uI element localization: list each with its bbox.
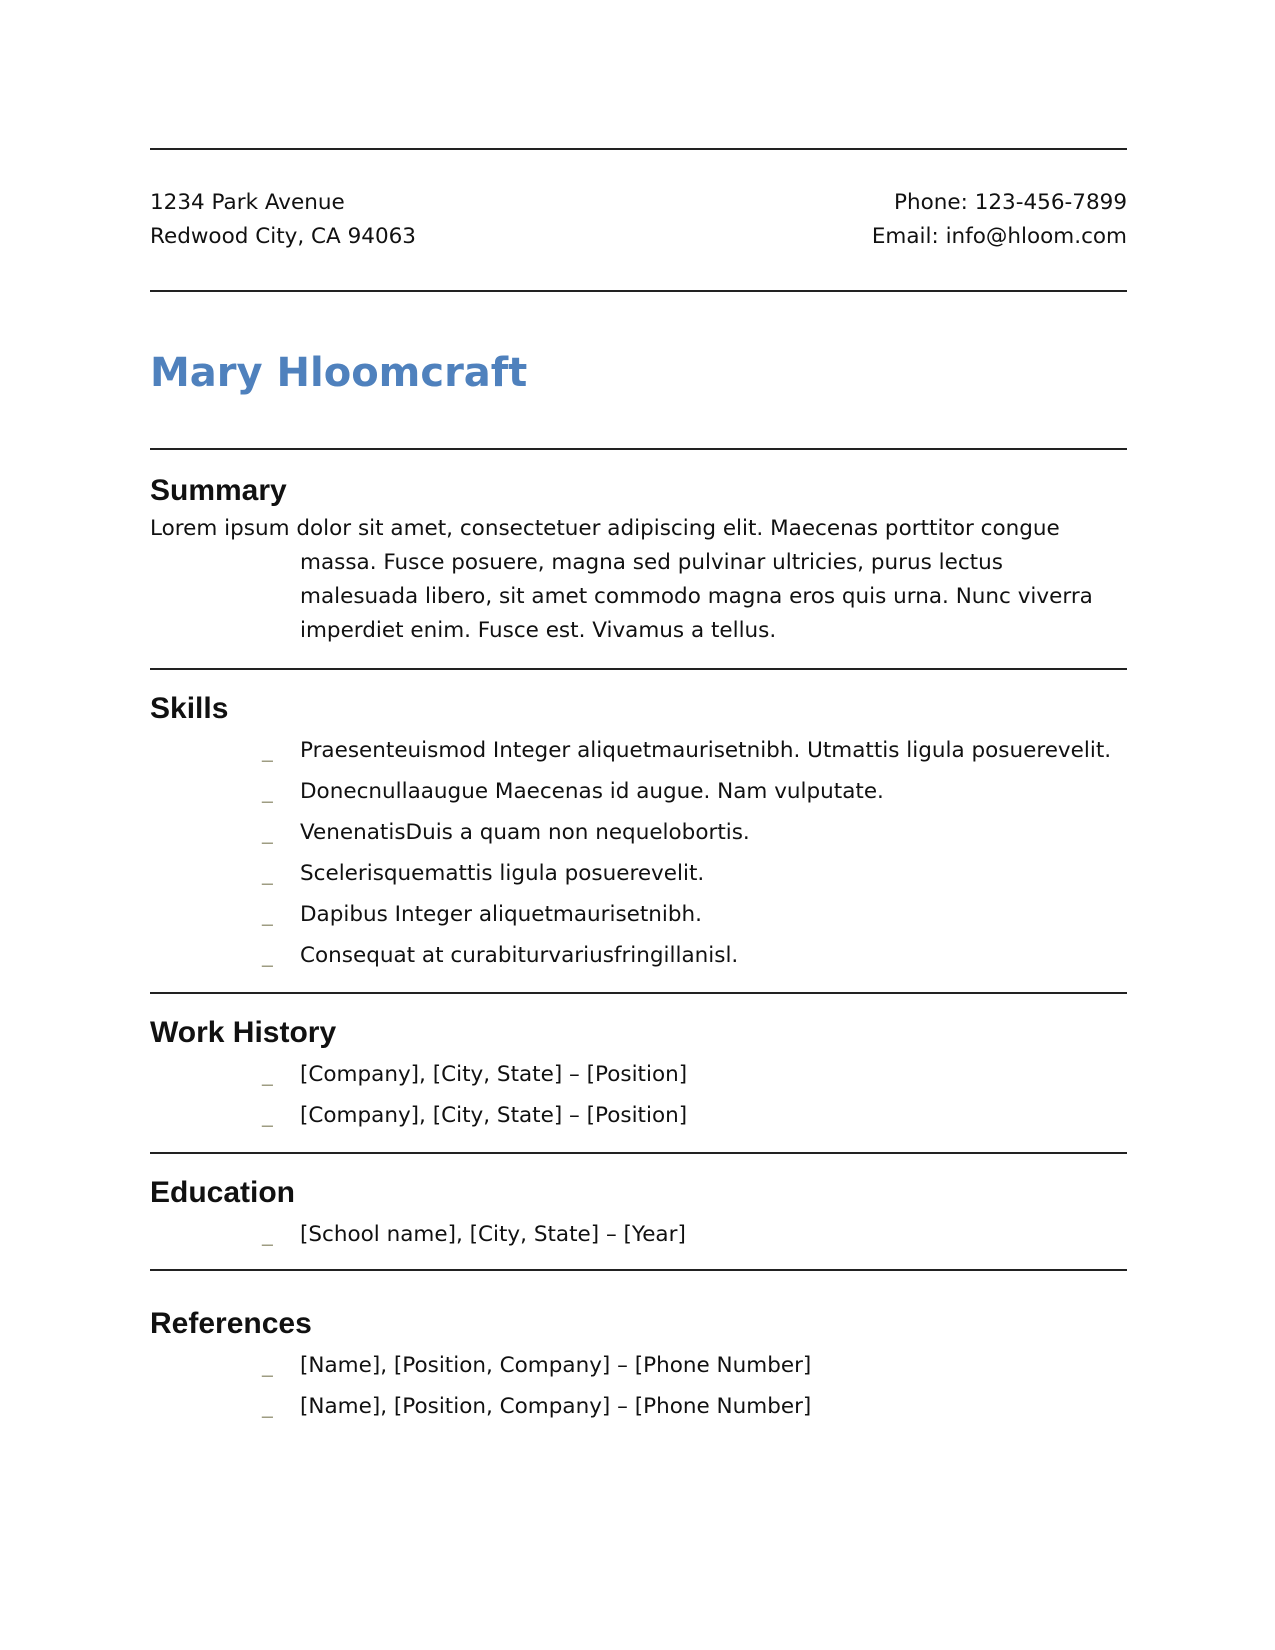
skill-text: Scelerisquemattis ligula posuerevelit. — [300, 861, 705, 886]
bullet-dash-icon: _ — [262, 861, 273, 886]
list-item — [150, 1054, 1127, 1095]
list-item — [150, 1214, 1127, 1255]
address-line-2: Redwood City, CA 94063 — [150, 224, 416, 249]
education-entry-text: [School name], [City, State] – [Year] — [300, 1222, 686, 1247]
list-item — [150, 935, 1127, 976]
references-heading: References — [150, 1307, 312, 1340]
skill-text: VenenatisDuis a quam non nequelobortis. — [300, 820, 750, 845]
bullet-dash-icon: _ — [262, 1353, 273, 1378]
bullet-dash-icon: _ — [262, 1103, 273, 1128]
email-text: Email: info@hloom.com — [871, 224, 1127, 249]
list-item — [150, 1345, 1127, 1386]
list-item — [150, 1386, 1127, 1427]
bullet-dash-icon: _ — [262, 1222, 273, 1247]
bullet-dash-icon: _ — [262, 779, 273, 804]
skill-text: Dapibus Integer aliquetmaurisetnibh. — [300, 902, 703, 927]
work-history-section — [150, 994, 1127, 1152]
work-history-list — [150, 1054, 1127, 1136]
skills-list — [150, 730, 1127, 976]
list-item — [150, 730, 1127, 771]
bullet-dash-icon: _ — [262, 1062, 273, 1087]
references-section — [150, 1271, 1127, 1447]
contact-block — [150, 150, 1127, 290]
summary-section — [150, 450, 1127, 668]
work-entry-text: [Company], [City, State] – [Position] — [300, 1103, 688, 1128]
education-heading: Education — [150, 1176, 296, 1209]
references-list — [150, 1345, 1127, 1427]
list-item — [150, 894, 1127, 935]
work-history-heading: Work History — [150, 1016, 337, 1049]
bullet-dash-icon: _ — [262, 943, 273, 968]
phone-text: Phone: 123-456-7899 — [894, 190, 1127, 215]
resume-page — [150, 148, 1127, 1447]
work-entry-text: [Company], [City, State] – [Position] — [300, 1062, 688, 1087]
list-item — [150, 1095, 1127, 1136]
list-item — [150, 771, 1127, 812]
skill-text: Consequat at curabiturvariusfringillanisl. — [300, 943, 739, 968]
skill-text: Donecnullaaugue Maecenas id augue. Nam vulputate. — [300, 779, 884, 804]
skills-heading: Skills — [150, 692, 229, 725]
list-item — [150, 853, 1127, 894]
skills-section — [150, 670, 1127, 992]
contact-details — [872, 186, 1127, 254]
bullet-dash-icon: _ — [262, 820, 273, 845]
reference-entry-text: [Name], [Position, Company] – [Phone Number] — [300, 1394, 812, 1419]
summary-heading: Summary — [150, 474, 287, 507]
bullet-dash-icon: _ — [262, 1394, 273, 1419]
skill-text: Praesenteuismod Integer aliquetmaurisetnibh. Utmattis ligula posuerevelit. — [300, 738, 1112, 763]
address-block — [150, 186, 416, 254]
summary-text: Lorem ipsum dolor sit amet, consectetuer adipiscing elit. Maecenas porttitor congue massa. Fusce posuere, magna sed pulvinar ultricies, purus lectus malesuada libero, sit amet commodo magna eros quis urna. Nunc viverra imperdiet enim. Fusce est. Vivamus a tellus. — [150, 516, 1093, 643]
list-item — [150, 812, 1127, 853]
education-section — [150, 1154, 1127, 1269]
bullet-dash-icon: _ — [262, 902, 273, 927]
reference-entry-text: [Name], [Position, Company] – [Phone Number] — [300, 1353, 812, 1378]
bullet-dash-icon: _ — [262, 738, 273, 763]
candidate-name: Mary Hloomcraft — [150, 350, 528, 396]
address-line-1: 1234 Park Avenue — [150, 190, 345, 215]
education-list — [150, 1214, 1127, 1255]
